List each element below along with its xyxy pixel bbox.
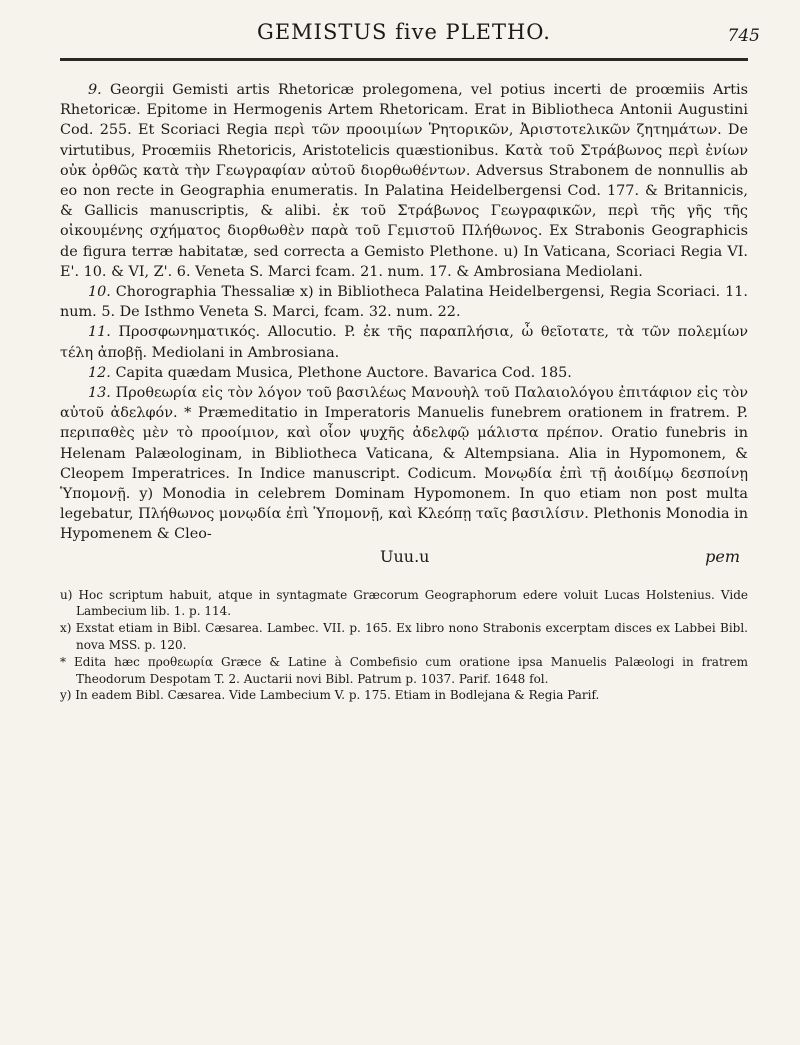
entry-11 [60, 322, 748, 362]
footnote-x: x) Exstat etiam in Bibl. Cæsarea. Lambec. VII. p. 165. Ex libro nono Strabonis excerptam disces ex Labbei Bibl. nova MSS. p. 120. [60, 621, 748, 653]
entry-list [60, 80, 748, 545]
entry-number: 9. [88, 82, 102, 98]
entry-number: 10. [88, 284, 111, 301]
entry-13 [60, 383, 748, 545]
page-number: 745 [727, 26, 760, 46]
entry-9 [60, 80, 748, 282]
footnotes [60, 587, 748, 705]
entry-number: 11. [88, 324, 111, 341]
entry-text: Chorographia Thessaliæ x) in Bibliotheca Palatina Heidelbergensi, Regia Scoriaci. 11. num. 5. De Isthmo Veneta S. Marci, fcam. 32. num. 22. [60, 284, 748, 321]
entry-10 [60, 282, 748, 322]
entry-text: Capita quædam Musica, Plethone Auctore. Bavarica Cod. 185. [115, 364, 572, 381]
entry-text: Προσφωνηματικός. Allocutio. P. ἐκ τῆς παραπλήσια, ὦ θεῖοτατε, τὰ τῶν πολεμίων τέλη ἀποβῇ. Mediolani in Ambrosiana. [60, 324, 748, 361]
footnote-y: y) In eadem Bibl. Cæsarea. Vide Lambecium V. p. 175. Etiam in Bodlejana & Regia Parif. [60, 688, 600, 703]
footnote-u: u) Hoc scriptum habuit, atque in syntagmate Græcorum Geographorum edere voluit Lucas Holstenius. Vide Lambecium lib. 1. p. 114. [60, 587, 748, 619]
signature-mark: Uuu.u [380, 546, 430, 566]
entry-number: 12. [88, 364, 111, 381]
entry-text: Προθεωρία εἰς τὸν λόγον τοῦ βασιλέως Μανουὴλ τοῦ Παλαιολόγου ἐπιτάφιον εἰς τὸν αὐτοῦ ἀδελφόν. * Præmeditatio in Imperatoris Manuelis funebrem orationem in fratrem. P. περιπαθὲς μὲν τὸ προοίμιον, καὶ οἷον ψυχῆς ἀδελφῷ μάλιστα πρέπον. Oratio funebris in Helenam Palæologinam, in Bibliotheca Vaticana, & Altempsiana. Alia in Hypomonem, & Cleopem Imperatrices. In Indice manuscript. Codicum. Μονῳδία ἐπὶ τῇ ἀοιδίμῳ δεσποίνῃ Ὑπομονῇ. y) Monodia in celebrem Dominam Hypomonem. In quo etiam non post multa legebatur, Πλήθωνος μονῳδία ἐπὶ Ὑπομονῇ, καὶ Κλεόπῃ ταῖς βασιλίσιν. Plethonis Monodia in Hypomenem & Cleo- [60, 385, 749, 543]
footnote-asterisk: * Edita hæc προθεωρία Græce & Latine à Combefisio cum oratione ipsa Manuelis Palæologi in fratrem Theodorum Despotam T. 2. Auctarii novi Bibl. Patrum p. 1037. Parif. 1648 fol. [60, 654, 748, 686]
header-rule [60, 58, 748, 61]
entry-number: 13. [88, 385, 111, 402]
entry-12 [60, 363, 748, 383]
running-title: GEMISTUS five PLETHO. [257, 20, 551, 44]
page-header [60, 0, 760, 62]
catchword: pem [705, 546, 740, 566]
catchword-line [60, 547, 748, 573]
entry-text: Georgii Gemisti artis Rhetoricæ prolegomena, vel potius incerti de proœmiis Artis Rhetoricæ. Epitome in Hermogenis Artem Rhetoricam. Erat in Bibliotheca Antonii Augustini Cod. 255. Et Scoriaci Regia περὶ τῶν προοιμίων Ῥητορικῶν, Ἀριστοτελικῶν ζητημάτων. De virtutibus, Proœmiis Rhetoricis, Aristotelicis quæstionibus. Κατὰ τοῦ Στράβωνος περὶ ἐνίων οὐκ ὀρθῶς κατὰ τὴν Γεωγραφίαν αὐτοῦ διορθωθέντων. Adversus Strabonem de nonnullis ab eo non recte in Geographia enumeratis. In Palatina Heidelbergensi Cod. 177. & Britannicis, & Gallicis manuscriptis, & alibi. ἐκ τοῦ Στράβωνος Γεωγραφικῶν, περὶ τῆς γῆς τῆς οἰκουμένης σχήματος διορθωθὲν παρὰ τοῦ Γεμιστοῦ Πλήθωνος. Ex Strabonis Geographicis de figura terræ habitatæ, sed correcta a Gemisto Plethone. u) In Vaticana, Scoriaci Regia VI. E'. 10. & VI, Z'. 6. Veneta S. Marci fcam. 21. num. 17. & Ambrosiana Mediolani. [60, 82, 748, 280]
